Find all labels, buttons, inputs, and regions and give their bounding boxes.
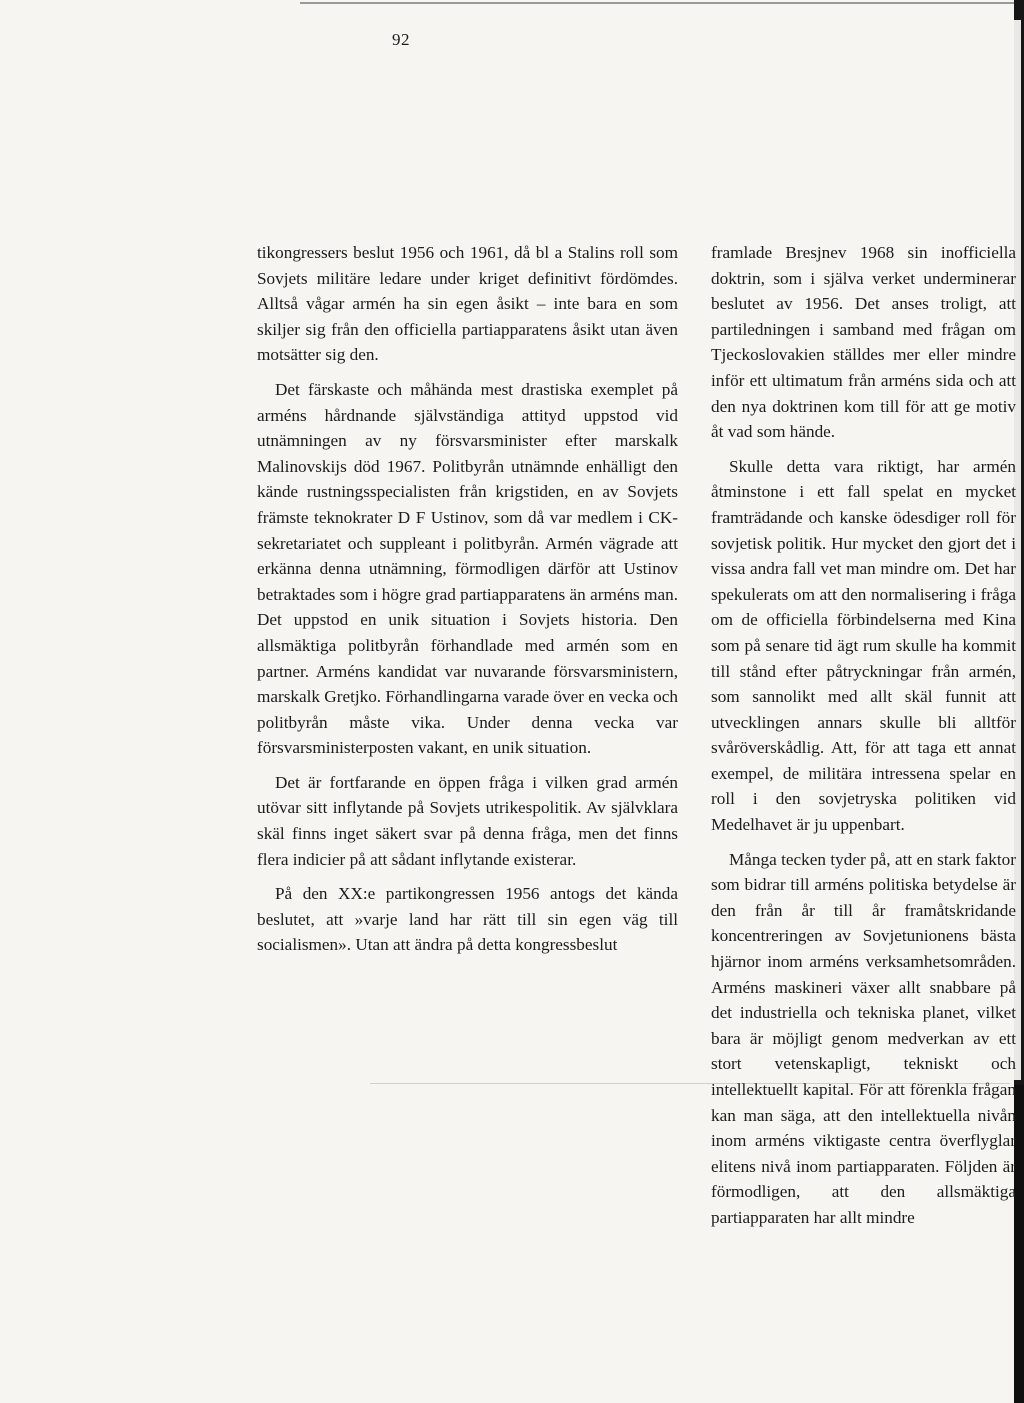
- scan-top-edge: [300, 2, 1024, 4]
- paragraph: framlade Bresjnev 1968 sin inofficiella doktrin, som i själva verket underminerar beslutet av 1956. Det anses troligt, att partiledningen i samband med frågan om Tjeckoslovakien ställdes mer eller mindre inför ett ultimatum från arméns sida och att den nya doktrinen kom till för att ge motiv åt vad som hände.: [711, 243, 1016, 442]
- right-text-column: [711, 240, 1016, 1240]
- paragraph: Många tecken tyder på, att en stark faktor som bidrar till arméns politiska betydelse är den från år till år framåtskridande koncentreringen av Sovjetunionens bästa hjärnor inom arméns verksamhetsområden. Arméns maskineri växer allt snabbare på det industriella och tekniska planet, vilket bara är möjligt genom medverkan av ett stort vetenskapligt, tekniskt och intellektuellt kapital. För att förenkla frågan kan man säga, att den intellektuella nivån inom arméns viktigaste centra överflyglar elitens nivå inom partiapparaten. Följden är förmodligen, att den allsmäktiga partiapparaten har allt mindre: [711, 849, 1016, 1227]
- paragraph: Skulle detta vara riktigt, har armén åtminstone i ett fall spelat en mycket framträdande och kanske ödesdiger roll för sovjetisk politik. Hur mycket den gjort det i vissa andra fall vet man mindre om. Det har spekulerats om att den normalisering i fråga om de officiella förbindelserna med Kina som på senare tid ägt rum skulle ha kommit till stånd efter påtryckningar från armén, som sannolikt med allt skäl funnit att utvecklingen annars skulle bli alltför svåröverskådlig. Att, för att taga ett annat exempel, de militära intressena spelar en roll i den sovjetryska politiken vid Medelhavet är ju uppenbart.: [711, 456, 1016, 835]
- paragraph: Det färskaste och måhända mest drastiska exemplet på arméns hårdnande självständiga attityd uppstod vid utnämningen av ny försvarsminister efter marskalk Malinovskijs död 1967. Politbyrån utnämnde enhälligt den kände rustningsspecialisten från krigstiden, en av Sovjets främste teknokrater D F Ustinov, som då var medlem i CK-sekretariatet och suppleant i politbyrån. Armén vägrade att erkänna denna utnämning, förmodligen därför att Ustinov betraktades som i högre grad partiapparatens än arméns man. Det uppstod en unik situation i Sovjets historia. Den allsmäktiga politbyrån förhandlade med armén som en partner. Arméns kandidat var nuvarande försvarsministern, marskalk Gretjko. Förhandlingarna varade över en vecka och politbyrån måste vika. Under denna vecka var försvarsministerposten vakant, en unik situation.: [257, 379, 678, 758]
- paragraph: tikongressers beslut 1956 och 1961, då bl a Stalins roll som Sovjets militäre ledare under kriget definitivt fördömdes. Alltså vågar armén ha sin egen åsikt – inte bara en som skiljer sig från den officiella partiapparatens åsikt utan även motsätter sig den.: [257, 243, 678, 365]
- left-text-column: [257, 240, 678, 967]
- paragraph: Det är fortfarande en öppen fråga i vilken grad armén utövar sitt inflytande på Sovjets utrikespolitik. Av självklara skäl finns inget säkert svar på denna fråga, men det finns flera indicier på att sådant inflytande existerar.: [257, 772, 678, 869]
- page-number: 92: [392, 30, 410, 49]
- paragraph: På den XX:e partikongressen 1956 antogs det kända beslutet, att »varje land har rätt till sin egen väg till socialismen». Utan att ändra på detta kongressbeslut: [257, 884, 678, 955]
